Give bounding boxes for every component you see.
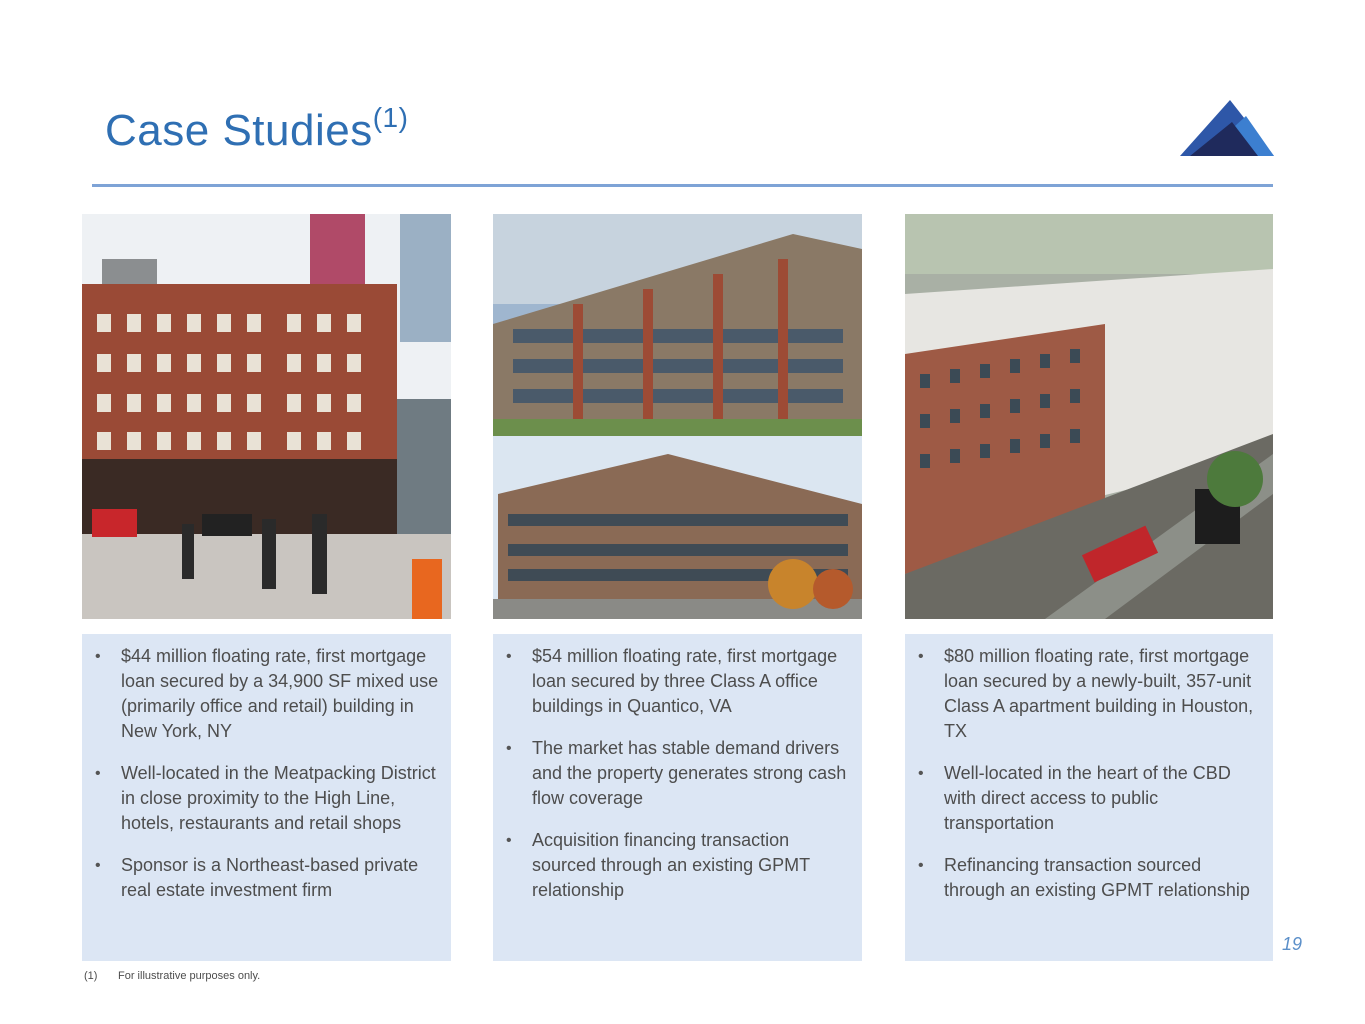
bullet-text: Sponsor is a Northeast-based private real estate investment firm [121, 855, 419, 900]
bullet-item [95, 761, 441, 836]
bullet-text: Refinancing transaction sourced through an existing GPMT relationship [944, 855, 1250, 900]
bullet-glyph: • [95, 648, 101, 665]
bullet-text: The market has stable demand drivers and the property generates strong cash flow coverage [532, 738, 847, 808]
bullet-text: Acquisition financing transaction sourced through an existing GPMT relationship [532, 830, 810, 900]
bullet-text: Well-located in the heart of the CBD with direct access to public transportation [944, 763, 1231, 833]
case-study-panel-2 [493, 634, 862, 961]
bullet-glyph: • [506, 740, 512, 757]
bullet-item [506, 736, 852, 811]
bullet-glyph: • [95, 765, 101, 782]
footnote-number: (1) [84, 970, 98, 982]
footnote-text: For illustrative purposes only. [118, 970, 261, 982]
title-divider [92, 184, 1273, 187]
houston-apartment-photo [905, 214, 1273, 619]
title-text: Case Studies [105, 106, 373, 155]
bullet-text: $80 million floating rate, first mortgage loan secured by a newly-built, 357-unit Class A apartment building in Houston, TX [944, 646, 1254, 741]
bullet-item [506, 644, 852, 719]
bullet-glyph: • [95, 857, 101, 874]
title-footnote-ref: (1) [372, 102, 409, 133]
case-study-1-bullets [95, 644, 441, 903]
bullet-item [918, 853, 1263, 903]
bullet-item [918, 644, 1263, 744]
page-title [105, 102, 409, 156]
bullet-glyph: • [918, 857, 924, 874]
bullet-item [95, 644, 441, 744]
bullet-item [918, 761, 1263, 836]
case-study-3-bullets [918, 644, 1263, 903]
case-study-panel-1 [82, 634, 451, 961]
case-study-2-bullets [506, 644, 852, 903]
bullet-text: Well-located in the Meatpacking District in close proximity to the High Line, hotels, restaurants and retail shops [121, 763, 436, 833]
bullet-item [506, 828, 852, 903]
bullet-glyph: • [918, 765, 924, 782]
meatpacking-building-photo [82, 214, 451, 619]
quantico-office-buildings-photo [493, 214, 862, 619]
case-study-panel-3 [905, 634, 1273, 961]
bullet-glyph: • [506, 832, 512, 849]
company-logo-icon [1180, 98, 1274, 158]
bullet-glyph: • [918, 648, 924, 665]
bullet-glyph: • [506, 648, 512, 665]
page-number: 19 [1282, 934, 1303, 954]
footnote [84, 970, 260, 982]
bullet-text: $54 million floating rate, first mortgage loan secured by three Class A office buildings in Quantico, VA [532, 646, 838, 716]
bullet-item [95, 853, 441, 903]
bullet-text: $44 million floating rate, first mortgage loan secured by a 34,900 SF mixed use (primarily office and retail) building in New York, NY [121, 646, 439, 741]
